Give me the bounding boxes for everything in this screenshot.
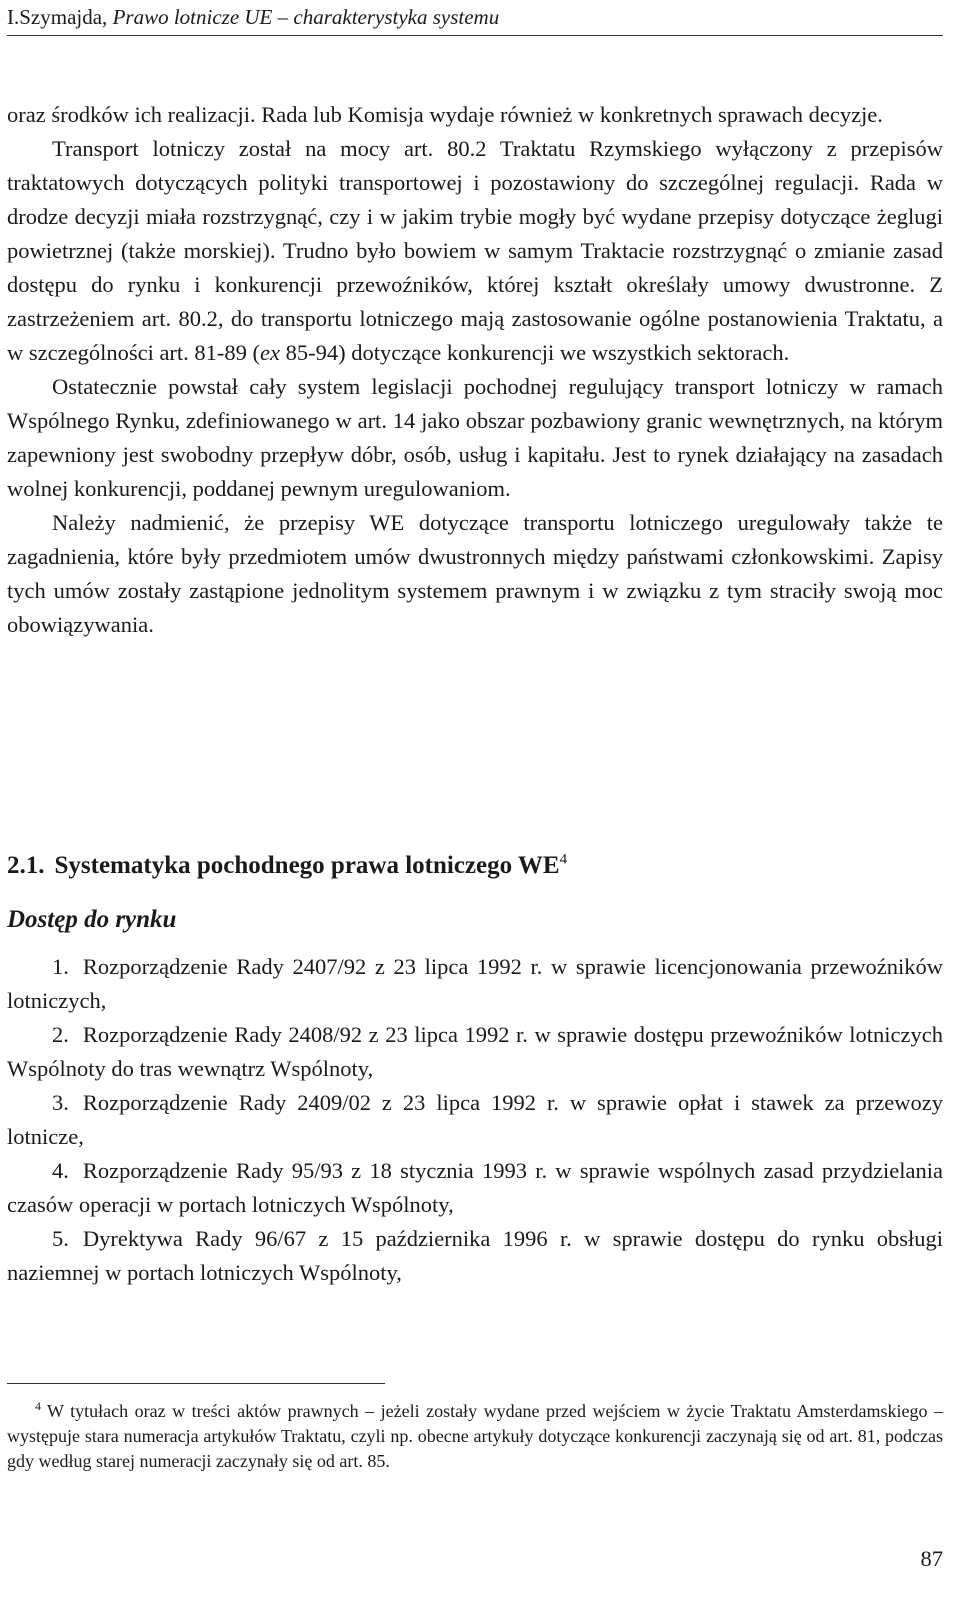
- running-head: [7, 2, 943, 36]
- section-heading: [7, 848, 567, 884]
- list-item: 1. Rozporządzenie Rady 2407/92 z 23 lipca 1992 r. w sprawie licencjonowania przewoźników lotniczych,: [7, 954, 943, 1013]
- footnote-text: W tytułach oraz w treści aktów prawnych – jeżeli zostały wydane przed wejściem w życie Traktatu Amsterdamskiego – występuje stara numeracja artykułów Traktatu, czyli np. obecne artykuły dotyczące konkurencji zaczynają się od art. 81, podczas gdy według starej numeracji zaczynały się od art. 85.: [7, 1401, 943, 1471]
- paragraph: oraz środków ich realizacji. Rada lub Komisja wydaje również w konkretnych sprawach decyzje.: [7, 102, 883, 127]
- running-head-author: I.Szymajda,: [7, 5, 113, 29]
- list-item: 4. Rozporządzenie Rady 95/93 z 18 stycznia 1993 r. w sprawie wspólnych zasad przydzielania czasów operacji w portach lotniczych Wspólnoty,: [7, 1158, 943, 1217]
- list-item: 5. Dyrektywa Rady 96/67 z 15 października 1996 r. w sprawie dostępu do rynku obsługi naziemnej w portach lotniczych Wspólnoty,: [7, 1226, 943, 1285]
- section-title: Systematyka pochodnego prawa lotniczego WE: [54, 852, 560, 879]
- page-number: 87: [920, 1546, 943, 1571]
- paragraph: Należy nadmienić, że przepisy WE dotyczące transportu lotniczego uregulowały także te zagadnienia, które były przedmiotem umów dwustronnych między państwami członkowskimi. Zapisy tych umów zostały zastąpione jednolitym systemem prawnym i w związku z tym straciły swoją moc obowiązywania.: [7, 510, 943, 637]
- paragraph: Ostatecznie powstał cały system legislacji pochodnej regulujący transport lotniczy w ramach Wspólnego Rynku, zdefiniowanego w art. 14 jako obszar pozbawiony granic wewnętrznych, na którym zapewniony jest swobodny przepływ dóbr, osób, usług i kapitału. Jest to rynek działający na zasadach wolnej konkurencji, poddanej pewnym uregulowaniom.: [7, 374, 943, 501]
- subheading: Dostęp do rynku: [7, 906, 177, 933]
- list-item: 3. Rozporządzenie Rady 2409/02 z 23 lipca 1992 r. w sprawie opłat i stawek za przewozy lotnicze,: [7, 1090, 943, 1149]
- footnote-divider: [7, 1383, 385, 1384]
- regulation-list: [7, 950, 943, 1290]
- running-head-title: Prawo lotnicze UE – charakterystyka systemu: [112, 5, 500, 29]
- footnote-reference[interactable]: 4: [559, 851, 568, 868]
- body-text: [7, 98, 943, 642]
- document-page: [7, 0, 943, 1598]
- footnote: [7, 1399, 943, 1474]
- paragraph: Transport lotniczy został na mocy art. 80.2 Traktatu Rzymskiego wyłączony z przepisów traktatowych dotyczących polityki transportowej i pozostawiony do szczególnej regulacji. Rada w drodze decyzji miała rozstrzygnąć, czy i w jakim trybie mogły być wydane przepisy dotyczące żeglugi powietrznej (także morskiej). Trudno było bowiem w samym Traktacie rozstrzygnąć o zmianie zasad dostępu do rynku i konkurencji przewoźników, której kształt określały umowy dwustronne. Z zastrzeżeniem art. 80.2, do transportu lotniczego mają zastosowanie ogólne postanowienia Traktatu, a w szczególności art. 81-89 (ex 85-94) dotyczące konkurencji we wszystkich sektorach.: [7, 136, 943, 365]
- footnote-marker: 4: [35, 1399, 41, 1413]
- list-item: 2. Rozporządzenie Rady 2408/92 z 23 lipca 1992 r. w sprawie dostępu przewoźników lotniczych Wspólnoty do tras wewnątrz Wspólnoty,: [7, 1022, 943, 1081]
- section-number: 2.1.: [7, 852, 45, 879]
